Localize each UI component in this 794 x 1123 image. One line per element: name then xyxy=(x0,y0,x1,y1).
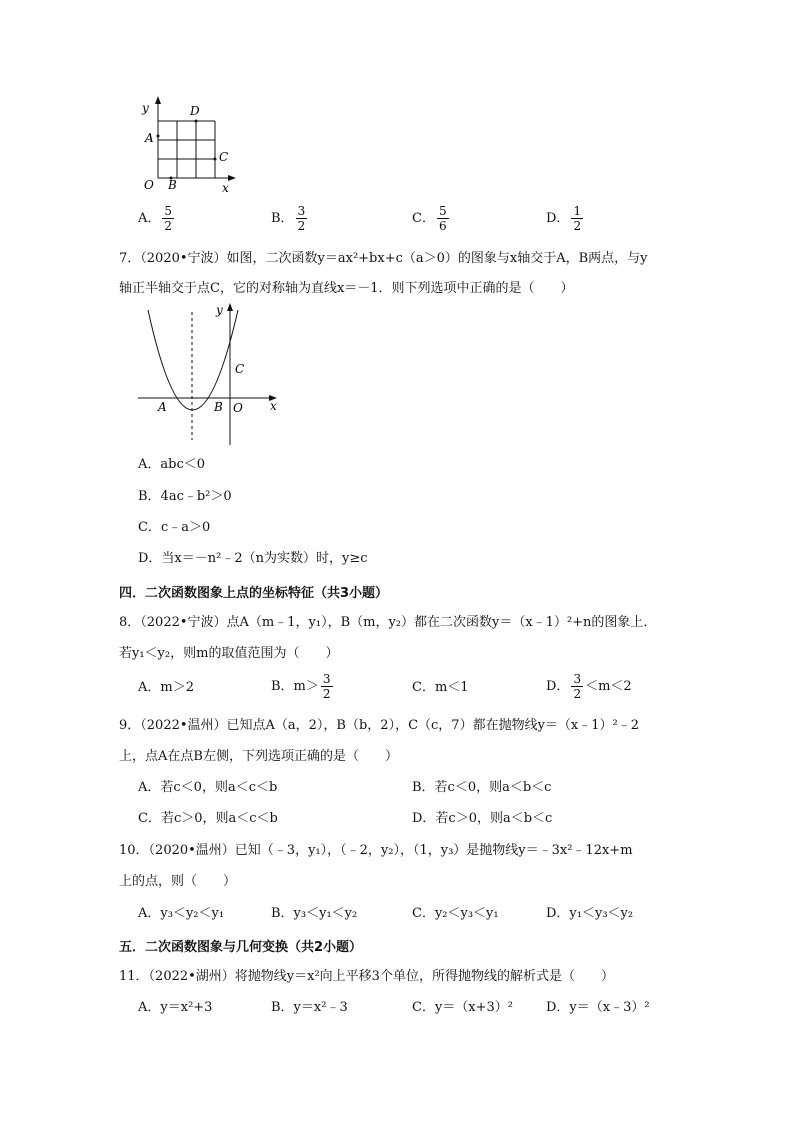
fig7-label-O: O xyxy=(233,401,243,415)
q8-option-b[interactable]: B．m＞ $\frac{3}{2}$ xyxy=(271,672,331,701)
q6-grid-figure xyxy=(136,96,246,196)
fig7-label-B: B xyxy=(214,400,223,414)
section-5-heading: 五．二次函数图象与几何变换（共2小题） xyxy=(119,940,363,955)
q7-option-b[interactable]: B．4ac﹣b²＞0 xyxy=(138,489,232,504)
q6-option-a[interactable]: A． $\frac{5}{2}$ xyxy=(138,204,173,233)
fig7-label-A: A xyxy=(158,400,167,414)
q9-option-a[interactable]: A．若c＜0，则a＜c＜b xyxy=(138,780,278,795)
q8-option-d[interactable]: D． $\frac{3}{2}$ ＜m＜2 xyxy=(546,672,632,701)
q8-stem-line2: 若y₁＜y₂，则m的取值范围为（ ） xyxy=(119,646,339,661)
q10-stem-line1: 10．（2020•温州）已知（﹣3，y₁），（﹣2，y₂），（1，y₃）是抛物线y＝﹣3x²﹣12x+m xyxy=(119,843,633,858)
q9-option-b[interactable]: B．若c＜0，则a＜b＜c xyxy=(412,780,552,795)
q7-option-a[interactable]: A．abc＜0 xyxy=(138,457,206,472)
q7-stem-line2: 轴正半轴交于点C，它的对称轴为直线x＝－1．则下列选项中正确的是（ ） xyxy=(119,281,574,296)
fig6-label-B: B xyxy=(168,178,177,192)
q9-stem-line2: 上，点A在点B左侧，下列选项正确的是（ ） xyxy=(119,749,398,764)
q7-option-d[interactable]: D．当x＝－n²﹣2（n为实数）时，y≥c xyxy=(138,551,368,566)
fraction: $\frac{5}{6}$ xyxy=(438,204,447,233)
q10-option-d[interactable]: D．y₁＜y₃＜y₂ xyxy=(546,906,634,921)
q7-parabola-figure xyxy=(134,300,284,450)
q11-option-c[interactable]: C．y＝（x+3）² xyxy=(412,1000,513,1015)
fraction: $\frac{3}{2}$ xyxy=(297,204,306,233)
q8-option-c[interactable]: C．m＜1 xyxy=(412,680,469,695)
q11-option-b[interactable]: B．y＝x²﹣3 xyxy=(271,1000,348,1015)
q10-option-b[interactable]: B．y₃＜y₁＜y₂ xyxy=(271,906,358,921)
fig7-label-x: x xyxy=(270,399,277,413)
fraction: $\frac{3}{2}$ xyxy=(322,672,331,701)
q7-stem-line1: 7．（2020•宁波）如图，二次函数y＝ax²+bx+c（a＞0）的图象与x轴交于A，B两点，与y xyxy=(119,251,648,266)
q9-option-c[interactable]: C．若c＞0，则a＜c＜b xyxy=(138,811,278,826)
section-4-heading: 四．二次函数图象上点的坐标特征（共3小题） xyxy=(119,586,389,601)
fig6-label-A: A xyxy=(145,131,154,145)
fraction: $\frac{1}{2}$ xyxy=(573,204,582,233)
q9-option-d[interactable]: D．若c＞0，则a＜b＜c xyxy=(412,811,553,826)
q11-option-a[interactable]: A．y＝x²+3 xyxy=(138,1000,213,1015)
q6-option-c[interactable]: C． $\frac{5}{6}$ xyxy=(412,204,447,233)
fig7-label-C: C xyxy=(235,362,245,376)
q6-option-d[interactable]: D． $\frac{1}{2}$ xyxy=(546,204,582,233)
q11-option-d[interactable]: D．y＝（x﹣3）² xyxy=(546,1000,650,1015)
fig6-label-C: C xyxy=(219,150,229,164)
fig7-label-y: y xyxy=(216,303,223,317)
fig6-label-x: x xyxy=(222,181,229,195)
q10-option-c[interactable]: C．y₂＜y₃＜y₁ xyxy=(412,906,499,921)
fraction: $\frac{5}{2}$ xyxy=(164,204,173,233)
q10-stem-line2: 上的点，则（ ） xyxy=(119,874,237,889)
fig6-label-y: y xyxy=(142,101,149,115)
fig6-label-D: D xyxy=(190,104,200,118)
fraction: $\frac{3}{2}$ xyxy=(573,672,582,701)
q6-option-b[interactable]: B． $\frac{3}{2}$ xyxy=(271,204,306,233)
q10-option-a[interactable]: A．y₃＜y₂＜y₁ xyxy=(138,906,225,921)
fig6-label-O: O xyxy=(144,178,154,192)
q8-stem-line1: 8．（2022•宁波）点A（m﹣1，y₁），B（m，y₂）都在二次函数y＝（x﹣1）²+n的图象上． xyxy=(119,615,657,630)
q8-option-a[interactable]: A．m＞2 xyxy=(138,680,194,695)
q11-stem-line1: 11．（2022•湖州）将抛物线y＝x²向上平移3个单位，所得抛物线的解析式是（ ） xyxy=(119,969,614,984)
q7-option-c[interactable]: C．c﹣a＞0 xyxy=(138,520,211,535)
q9-stem-line1: 9．（2022•温州）已知点A（a，2），B（b，2），C（c，7）都在抛物线y＝（x﹣1）²﹣2 xyxy=(119,718,640,733)
